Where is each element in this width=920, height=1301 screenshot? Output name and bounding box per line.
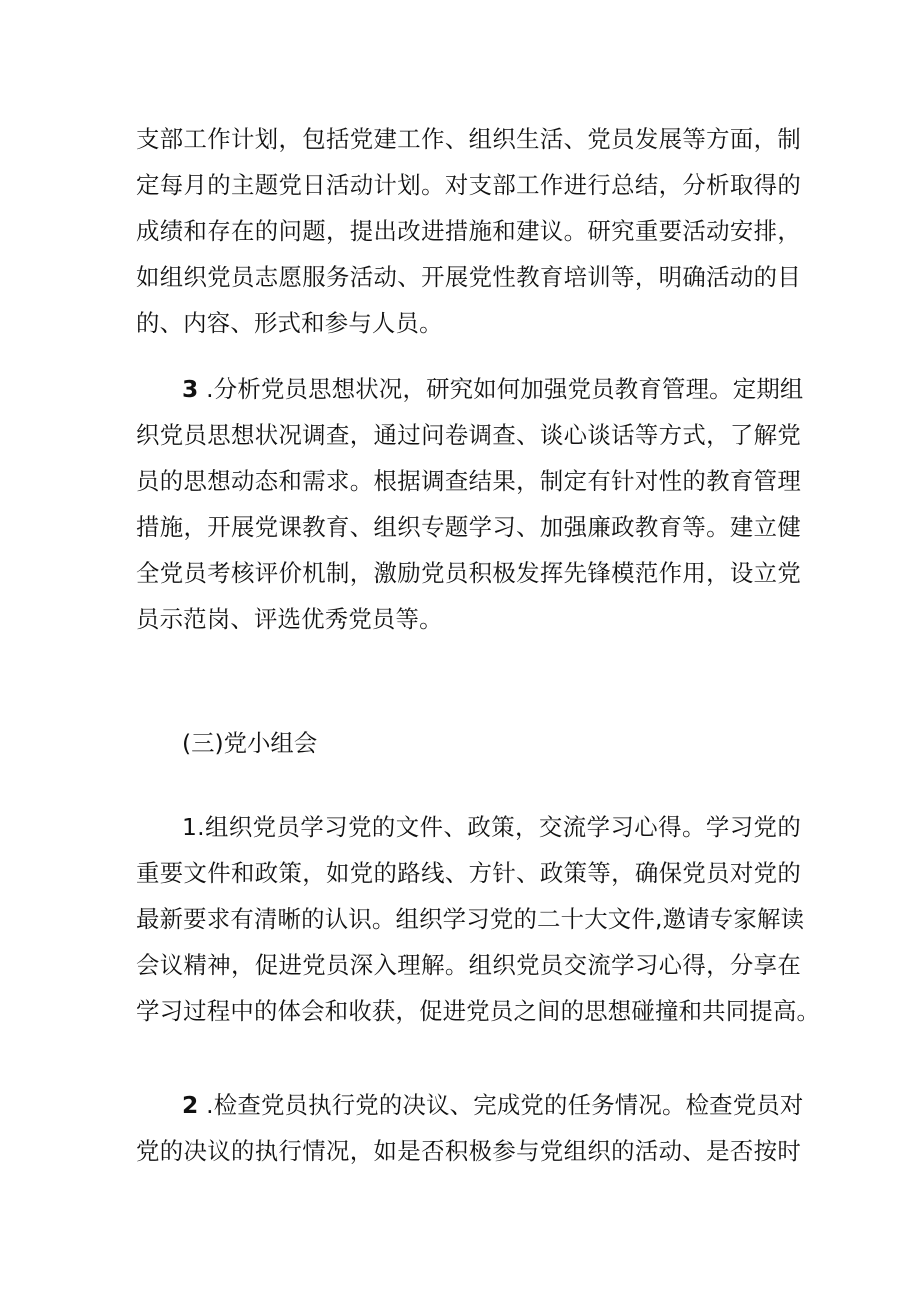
text-line: 定每月的主题党日活动计划。对支部工作进行总结，分析取得的 [136,171,801,199]
text-line-first [136,804,801,850]
text-line: 员的思想动态和需求。根据调查结果，制定有针对性的教育管理 [136,467,801,495]
text-line: 会议精神，促进党员深入理解。组织党员交流学习心得，分享在 [136,951,801,979]
text-line: 支部工作计划，包括党建工作、组织生活、党员发展等方面，制 [136,125,801,153]
text-line: 成绩和存在的问题，提出改进措施和建议。研究重要活动安排， [136,217,801,245]
text-line: 重要文件和政策，如党的路线、方针、政策等，确保党员对党的 [136,859,801,887]
text-line: 措施，开展党课教育、组织专题学习、加强廉政教育等。建立健 [136,513,801,541]
paragraph-item-2 [136,1082,804,1174]
text-line: 如组织党员志愿服务活动、开展党性教育培训等，明确活动的目 [136,263,801,291]
text-line: 员示范岗、评选优秀党员等。 [136,605,443,633]
paragraph-branch-plan [136,116,801,346]
item-number: 2 [182,1091,199,1119]
paragraph-item-1 [136,804,821,1034]
item-heading-text: .检查党员执行党的决议、完成党的任务情况。检查党员对 [206,1091,804,1119]
item-number: 3 [182,375,199,403]
section-heading: (三)党小组会 [182,729,318,757]
text-line-first [136,366,804,412]
paragraph-item-3 [136,366,804,642]
item-heading-text: .分析党员思想状况，研究如何加强党员教育管理。定期组 [206,375,804,403]
text-line: 织党员思想状况调查，通过问卷调查、谈心谈话等方式，了解党 [136,421,801,449]
text-line: 全党员考核评价机制，激励党员积极发挥先锋模范作用，设立党 [136,559,801,587]
text-line: 党的决议的执行情况，如是否积极参与党组织的活动、是否按时 [136,1137,801,1165]
text-line-first [136,1082,804,1128]
text-line: 学习过程中的体会和收获，促进党员之间的思想碰撞和共同提高。 [136,997,821,1025]
item-heading-text: 1.组织党员学习党的文件、政策，交流学习心得。学习党的 [182,813,801,841]
text-line: 的、内容、形式和参与人员。 [136,309,443,337]
text-line: 最新要求有清晰的认识。组织学习党的二十大文件,邀请专家解读 [136,905,805,933]
